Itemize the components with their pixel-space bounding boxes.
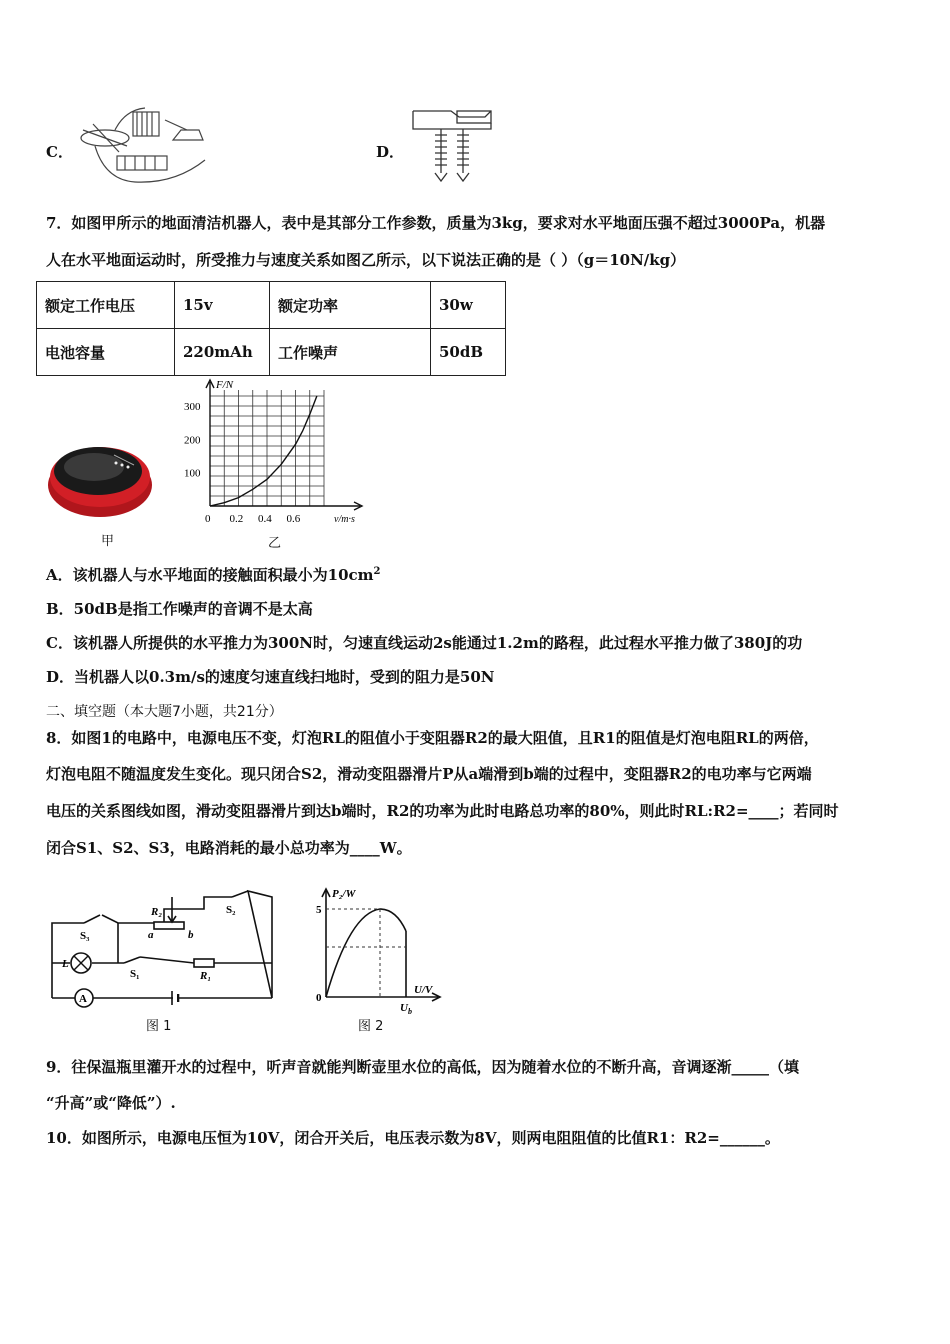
table-cell: 工作噪声 [270, 329, 431, 376]
label-lamp: L [62, 958, 69, 970]
fig2-caption: 图 2 [358, 1019, 384, 1034]
x-tick-label: 0.6 [286, 513, 301, 525]
q7-option-a [46, 564, 381, 585]
robot-params-table [36, 281, 506, 376]
y-tick-label: 100 [184, 467, 201, 480]
x-tick-label: 0.4 [258, 513, 272, 525]
circuit-diagram [44, 885, 284, 1013]
option-c-label: C． [46, 143, 73, 161]
q8-text-line1: 8．如图1的电路中，电源电压不变，灯泡RL的阻值小于变阻器R2的最大阻值，且R1的阻值是灯泡电阻RL的两倍， [46, 729, 819, 747]
section-heading: 二、填空题（本大题7小题，共21分） [46, 704, 283, 720]
q8-text-line2: 灯泡电阻不随温度发生变化。现只闭合S2，滑动变阻器滑片P从a端滑到b端的过程中，变阻器R2的电功率与它两端 [46, 765, 812, 783]
fig2-x-mark-u: U [400, 1002, 408, 1014]
table-cell: 220mAh [175, 329, 270, 376]
label-s2: S₂ [226, 904, 236, 916]
fig1-caption: 图 1 [146, 1019, 172, 1034]
fig2-y-label: P₂/W [332, 888, 356, 900]
label-ammeter: A [79, 993, 87, 1005]
label-s1: S₁ [130, 968, 140, 980]
table-cell: 额定工作电压 [37, 282, 175, 329]
q9-text-line2: “升高”或“降低”）. [46, 1094, 176, 1112]
option-c-figure [75, 100, 210, 188]
table-row [37, 282, 506, 329]
robot-vacuum-image [44, 425, 164, 525]
q7-option-c: C．该机器人所提供的水平推力为300N时，匀速直线运动2s能通过1.2m的路程，此过程水平推力做了380J的功 [46, 634, 803, 652]
option-d-figure [405, 103, 500, 185]
force-velocity-chart [180, 378, 370, 528]
fig2-x-mark-sub: b [407, 1007, 412, 1016]
x-axis-label: v/m·s [334, 514, 355, 525]
q7-text-line1: 7．如图甲所示的地面清洁机器人，表中是其部分工作参数，质量为3kg，要求对水平地面压强不超过3000Pa，机器 [46, 214, 826, 232]
q9-text-line1: 9．往保温瓶里灌开水的过程中，听声音就能判断壶里水位的高低，因为随着水位的不断升高，音调逐渐_____（填 [46, 1058, 799, 1076]
label-b: b [188, 929, 194, 941]
label-r1: R₁ [200, 970, 212, 982]
y-tick-label: 300 [184, 401, 201, 413]
fig-chart-caption: 乙 [268, 536, 282, 551]
label-s3: S₃ [80, 930, 90, 942]
table-cell: 额定功率 [270, 282, 431, 329]
q10-text-line1: 10．如图所示，电源电压恒为10V，闭合开关后，电压表示数为8V，则两电阻阻值的比值R1：R2=______。 [46, 1129, 780, 1147]
fig2-origin: 0 [316, 992, 322, 1004]
table-row [37, 329, 506, 376]
x-tick-label: 0 [205, 513, 211, 525]
q8-text-line4: 闭合S1、S2、S3，电路消耗的最小总功率为____W。 [46, 839, 412, 857]
q7-option-a-sup: 2 [373, 566, 381, 577]
option-d-label: D． [376, 143, 405, 161]
table-cell: 电池容量 [37, 329, 175, 376]
label-r2: R₂ [151, 906, 163, 918]
q7-option-b: B．50dB是指工作噪声的音调不是太高 [46, 600, 313, 618]
fig2-x-label: U/V [414, 984, 433, 996]
q7-text-line2: 人在水平地面运动时，所受推力与速度关系如图乙所示，以下说法正确的是（ ）（g＝10N/kg） [46, 251, 686, 269]
table-cell: 50dB [431, 329, 506, 376]
series-line [210, 396, 317, 506]
fig2-y-mark: 5 [316, 904, 322, 916]
fig-robot-caption: 甲 [101, 534, 115, 549]
q7-option-a-text: A．该机器人与水平地面的接触面积最小为10cm [46, 566, 374, 584]
y-tick-label: 200 [184, 434, 201, 447]
x-tick-label: 0.2 [229, 513, 244, 525]
q8-text-line3: 电压的关系图线如图，滑动变阻器滑片到达b端时，R2的功率为此时电路总功率的80%，则此时RL:R2=____；若同时 [46, 802, 839, 820]
q7-option-d: D．当机器人以0.3m/s的速度匀速直线扫地时，受到的阻力是50N [46, 668, 495, 686]
fig2-x-mark [400, 1002, 412, 1016]
power-voltage-graph [310, 885, 450, 1017]
table-cell: 15v [175, 282, 270, 329]
table-cell: 30w [431, 282, 506, 329]
label-a: a [148, 929, 154, 941]
y-axis-label: F/N [216, 379, 234, 391]
